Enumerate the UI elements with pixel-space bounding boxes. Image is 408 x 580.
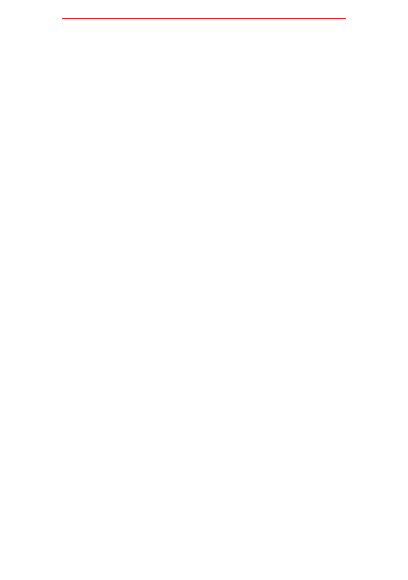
footer-contact	[0, 550, 408, 559]
banner-divider	[62, 18, 346, 19]
